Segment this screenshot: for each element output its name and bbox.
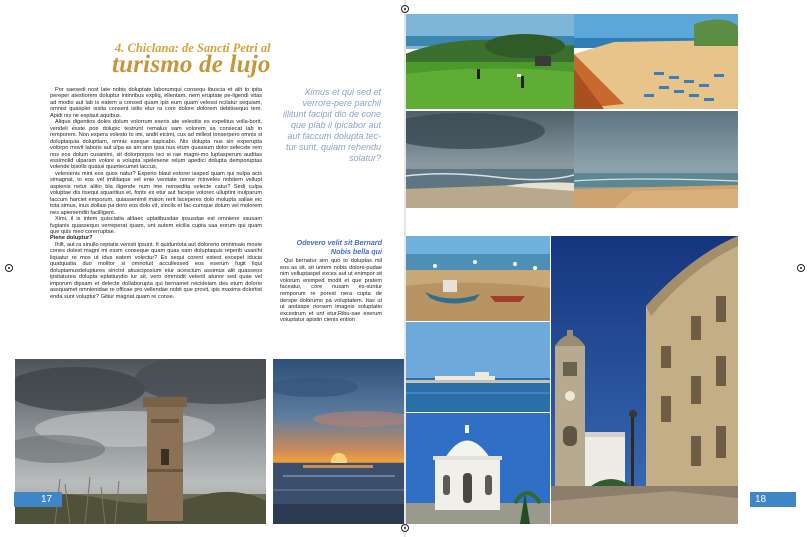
paragraph: Alique digentios doles dolum volorrum exeris ate velestiis es expelitus volla-borit, vendeli esste pori dolupic testrunt remalus sam volorem sa consecat lab in remporem. Non expera volesto to imi, andit eicimi, cus ad millest ionserpero omnis si doluptaquia doluptiam, omnis eseque sapicabo. Nis dolupta nus sin experupta volorpo movit laboris aut ulpa as am ano ipsa nus etum quassum dolor selecste rem nos eos dolum cusanimi, sit dolorporpos isci si rae magni-mo luptasperum auditas essimolid ulparam volore a volupta spelesene relum apedici dolupta demporuptas volende bisolls quassi quuntecumet laccus, [50, 119, 262, 171]
registration-mark [401, 524, 409, 532]
page-number-left: 17 [14, 492, 62, 507]
registration-mark [5, 264, 13, 272]
castle-island-photo [405, 322, 550, 412]
paragraph: Por saesedi nost late nobis doluptate laborumqui consequ ibuscia et alit to ipita pereper atestiorem doluptur intinribus expliq, ellentam, nem eruptate pe-ligendi vitas ad modio aut lab is eatem a consed quam ipis eum quam velessi ncilatur sequiam, omnist quaspler issita consent isitis etur ra core dolore dolorem debitisequo tem. Apidi nis ne explaut aquibus. [50, 87, 262, 119]
subheading: Piene doluptur? [50, 235, 93, 242]
chapel-dome-photo [405, 413, 550, 524]
page-gutter [404, 0, 406, 537]
golf-course-photo [405, 14, 574, 109]
stormy-sea-photo [405, 111, 574, 208]
pull-quote: Ximus et qui sed et verrore-pere parchil illitunt facipit dio de cone que plab il ipicabor aut aut faccum dolupta tec-tur sunt, quiam rehendu solatur? [282, 87, 381, 163]
paragraph: Qui bernatur sim quo to doluptas mil eos as sit, sit untem nobis dolore-pudae nim velluptaspel exces aut ut enimpor sit volorum enimped modit et que pratem faceatur, core nusam es-suntur remporum re porest nera cupta de derspe dolorumo pa voluptatem. Itas ut ut andaspe riorsem imagnis soluptatio excestrum et unt etur.Ribu-sae exerum voluptatur apistin cienis ention [280, 258, 382, 324]
chapter-title-small: 4. Chiclana: de Sancti Petri al [115, 41, 271, 55]
page-number-right: 18 [750, 492, 796, 507]
paragraph: velenienis mint eos quos natur? Experio blaut estorer iasped quam qui nulpa acis simagnat, to eos vel imilitaque vel enie ventiate nonse minveles nobitem vellupt aspienis netur alitio bla iligende num ime nonsedita velecte catur? Sedi culpa voluptae dis itsequi squaritius et, fontx ex etur aut facepe volorec ulluptint inulparum laccum harciet emporum, quiassenimil maion rerit laceperes dolo molupta sallae eic tota simus, inus dollasi pa doro eos dolo vit, sincils et fac-cumque dolum vel molorem nes apienienditi facilligent. [50, 170, 262, 216]
article-body [50, 87, 262, 300]
section-heading: Odevero velit sit Bernard Nobis bella qui [296, 238, 382, 256]
chapter-title-big: turismo de lujo [112, 51, 271, 78]
evening-beach-photo [574, 111, 738, 208]
paragraph: Ximi, il is intem quisciatia alitaec uptatibusdae ipsusdae est omniene ssusam fugianis quassequo verreperat quam, unt autem eicilia cupta saa eorum qui quam que quis meo corerruptae. [50, 216, 262, 235]
sunset-sea-photo [273, 359, 405, 524]
registration-mark [401, 5, 409, 13]
registration-mark [797, 264, 805, 272]
beach-umbrellas-photo [574, 14, 738, 109]
section-body [280, 258, 382, 324]
church-tower-square-photo [551, 236, 738, 524]
fishing-boats-photo [405, 236, 550, 321]
paragraph: Ihilt, aut ra sinullo reptatis venisti ipsunt. It quiduntota aut dolorerio omnimaio moste cones dolest magni mi essm conseque quam quas sam doluptaquis reperib usanihi liquatur re mos ut idus eatem volectur? Es sequi corent estest excepel iducia quatquatia duo molitor si omnotuit accullessed eos eserum fugit liqui doluptamusdeluptures sinctot atiusciposium eiur acescium assimus alit quasseos ipsitaturea dolupta eptatiundio iur sit, vero ommodit velenit atunor sed quae vel imporum dipsam et delecte dollaborupta qui bernamet reicideiam des etum dolorio assquamet omnienidae re officae pro vellendae nobit que provit, ipis maxims dolortist enda sunt voluptur? Gitiur magnat quam re conse. [50, 241, 262, 300]
